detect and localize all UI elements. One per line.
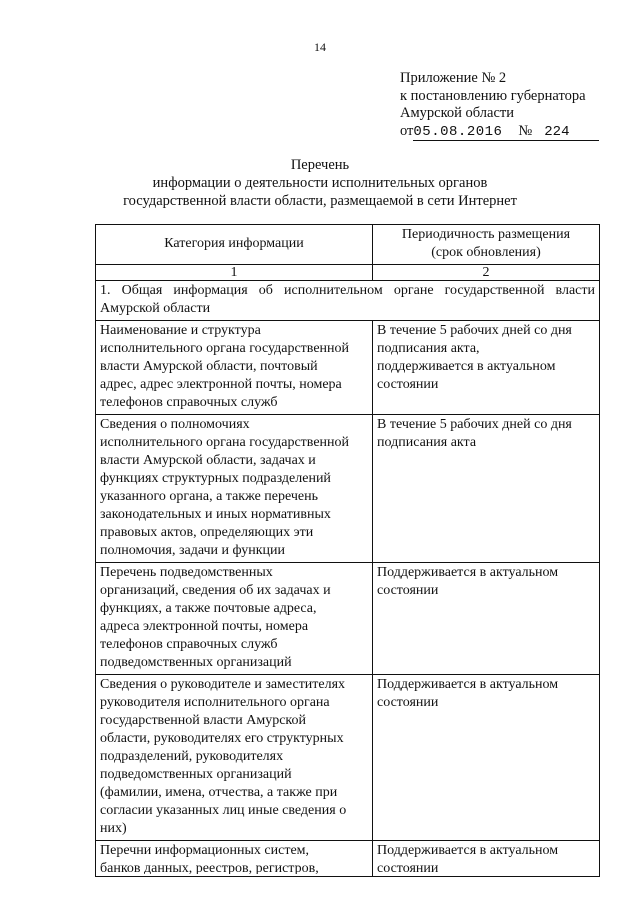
- column-number-row: [96, 265, 600, 281]
- row-category: Сведения о полномочиях исполнительного органа государственной власти Амурской области, задачах и функциях структурных подразделений указанного органа, а также перечень законодательных и иных нормативных правовых актов, определяющих эти полномочия, задачи и функции: [96, 415, 373, 563]
- row-category: Сведения о руководителе и заместителях руководителя исполнительного органа государственной власти Амурской области, руководителях его структурных подразделений, руководителях подведомственных организаций (фамилии, имена, отчества, а также при согласии указанных лиц иные сведения о них): [96, 675, 373, 841]
- title-line-3: государственной власти области, размещаемой в сети Интернет: [123, 193, 517, 209]
- table-row: [96, 841, 600, 877]
- document-title: [0, 156, 640, 210]
- table-header-row: [96, 225, 600, 265]
- row-period: В течение 5 рабочих дней со дня подписания акта: [373, 415, 600, 563]
- row-category: Перечни информационных систем, банков данных, реестров, регистров,: [96, 841, 373, 877]
- header-period: Периодичность размещения (срок обновления): [373, 225, 600, 265]
- title-line-2: информации о деятельности исполнительных органов: [152, 175, 488, 191]
- table-row: [96, 675, 600, 841]
- row-period: В течение 5 рабочих дней со дня подписания акта, поддерживается в актуальном состоянии: [373, 321, 600, 415]
- row-period: Поддерживается в актуальном состоянии: [373, 841, 600, 877]
- resolution-date: 05.08.2016: [413, 123, 503, 140]
- header-category: Категория информации: [96, 225, 373, 265]
- table-row: [96, 321, 600, 415]
- information-table: [95, 224, 600, 877]
- table-row: [96, 415, 600, 563]
- page-number: 14: [314, 40, 326, 54]
- appendix-block: [400, 70, 599, 141]
- section-heading: 1. Общая информация об исполнительном органе государственной власти Амурской области: [96, 281, 600, 321]
- row-period: Поддерживается в актуальном состоянии: [373, 675, 600, 841]
- row-category: Наименование и структура исполнительного органа государственной власти Амурской области, почтовый адрес, адрес электронной почты, номера телефонов справочных служб: [96, 321, 373, 415]
- resolution-number: 224: [544, 123, 570, 140]
- column-number-2: 2: [373, 265, 600, 281]
- title-line-1: Перечень: [290, 157, 350, 173]
- appendix-title: Приложение № 2: [400, 70, 507, 86]
- table-row: [96, 563, 600, 675]
- appendix-region: Амурской области: [400, 105, 514, 121]
- appendix-resolution: к постановлению губернатора: [400, 87, 586, 104]
- row-category: Перечень подведомственных организаций, сведения об их задачах и функциях, а также почтовые адреса, адреса электронной почты, номера телефонов справочных служб подведомственных организаций: [96, 563, 373, 675]
- date-prefix: от: [400, 122, 414, 139]
- column-number-1: 1: [96, 265, 373, 281]
- number-prefix: №: [518, 122, 533, 139]
- row-period: Поддерживается в актуальном состоянии: [373, 563, 600, 675]
- section-row: [96, 281, 600, 321]
- appendix-date-line: [400, 123, 599, 141]
